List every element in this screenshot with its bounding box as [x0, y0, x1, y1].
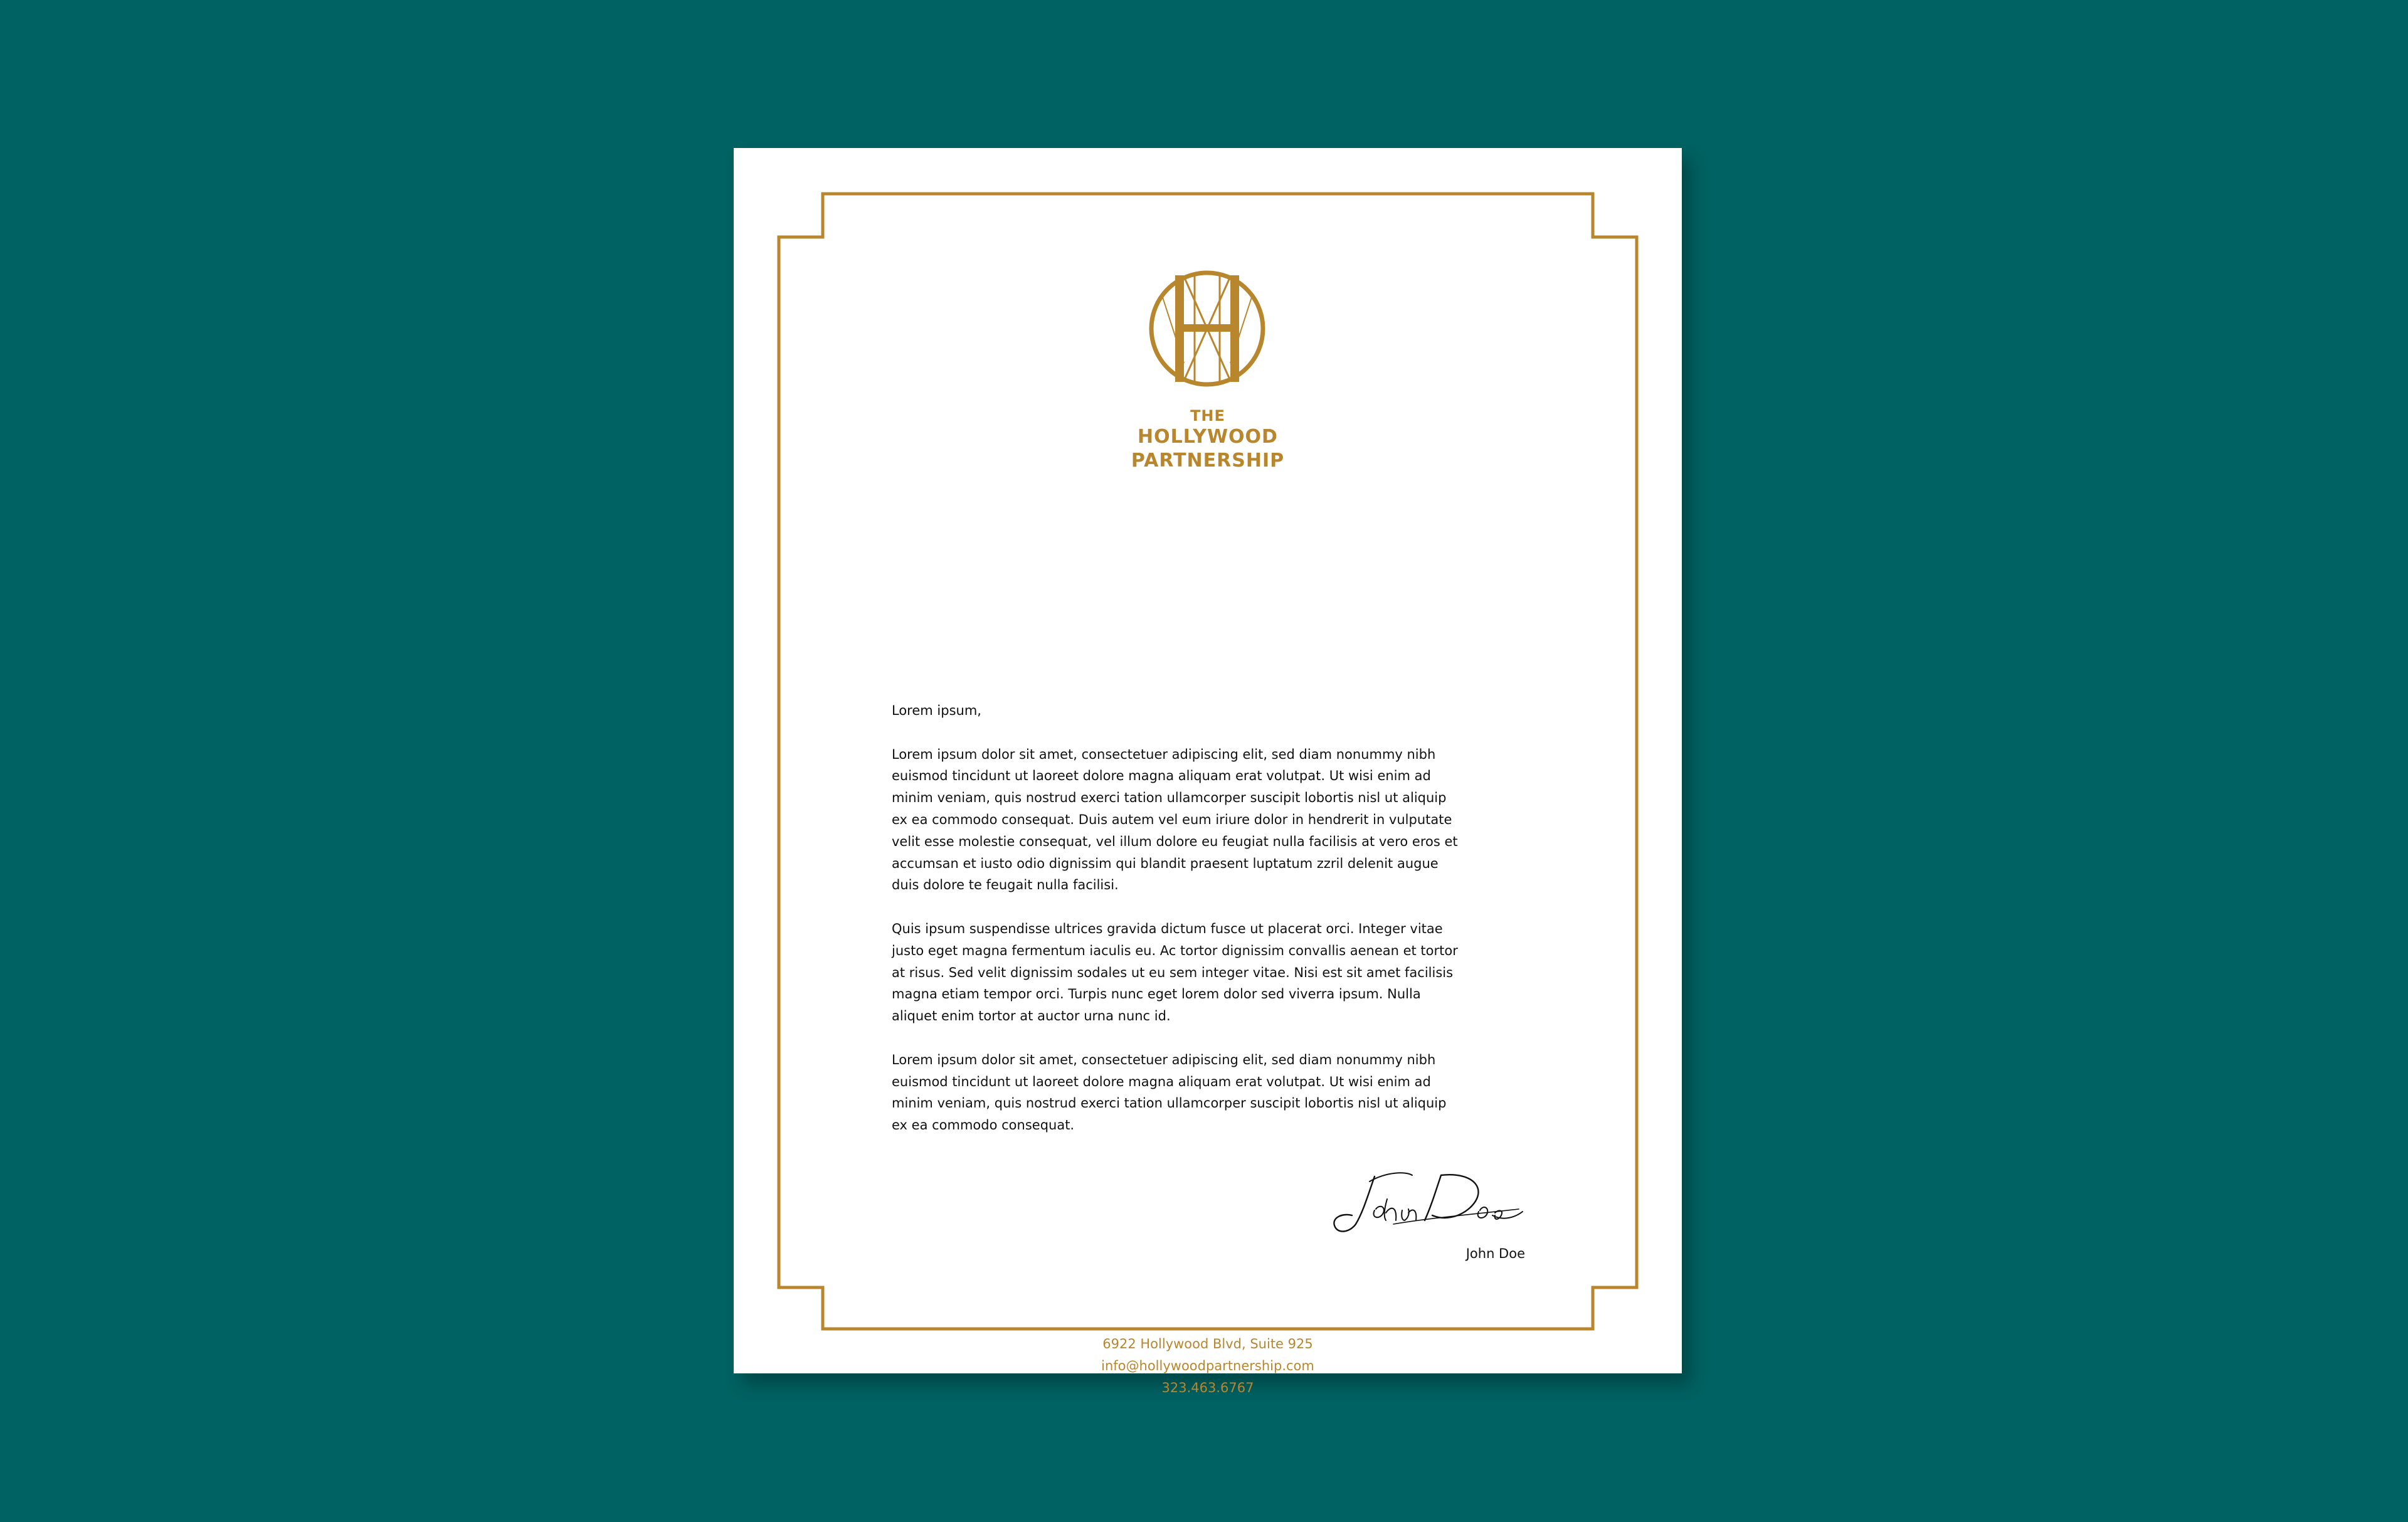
letter-body: [892, 700, 1525, 1158]
paragraph-1: Lorem ipsum dolor sit amet, consectetuer adipiscing elit, sed diam nonummy nibh euismod tincidunt ut laoreet dolore magna aliquam erat volutpat. Ut wisi enim ad minim veniam, quis nostrud exerci tation ullamcorper suscipit lobortis nisl ut aliquip ex ea commodo consequat. Duis autem vel eum iriure dolor in hendrerit in vulputate velit esse molestie consequat, vel illum dolore eu feugiat nulla facilisis at vero eros et accumsan et iusto odio dignissim qui blandit praesent luptatum zzril delenit augue duis dolore te feugait nulla facilisi.: [892, 746, 1458, 893]
wordmark-hollywood: HOLLYWOOD: [1138, 426, 1278, 448]
handwritten-signature: [1331, 1163, 1525, 1238]
letterhead-page: [734, 148, 1682, 1395]
hollywood-h-monogram-icon: [1148, 269, 1267, 388]
footer-address: 6922 Hollywood Blvd, Suite 925: [1102, 1336, 1313, 1351]
wordmark-the: THE: [1190, 407, 1225, 425]
footer-email: info@hollywoodpartnership.com: [1101, 1358, 1314, 1373]
signer-name: John Doe: [1465, 1246, 1525, 1261]
contact-footer: [1051, 1333, 1365, 1399]
company-wordmark: [1082, 406, 1333, 473]
footer-phone: 323.463.6767: [1161, 1380, 1254, 1395]
salutation: Lorem ipsum,: [892, 703, 981, 718]
paragraph-2: Quis ipsum suspendisse ultrices gravida dictum fusce ut placerat orci. Integer vitae justo eget magna fermentum iaculis eu. Ac tortor dignissim convallis aenean et tortor at risus. Sed velit dignissim sodales ut eu sem integer vitae. Nisi est sit amet facilisis magna etiam tempor orci. Turpis nunc eget lorem dolor sed viverra ipsum. Nulla aliquet enim tortor at auctor urna nunc id.: [892, 921, 1458, 1024]
wordmark-partnership: PARTNERSHIP: [1131, 450, 1285, 472]
paragraph-3: Lorem ipsum dolor sit amet, consectetuer adipiscing elit, sed diam nonummy nibh euismod tincidunt ut laoreet dolore magna aliquam erat volutpat. Ut wisi enim ad minim veniam, quis nostrud exerci tation ullamcorper suscipit lobortis nisl ut aliquip ex ea commodo consequat.: [892, 1052, 1447, 1133]
